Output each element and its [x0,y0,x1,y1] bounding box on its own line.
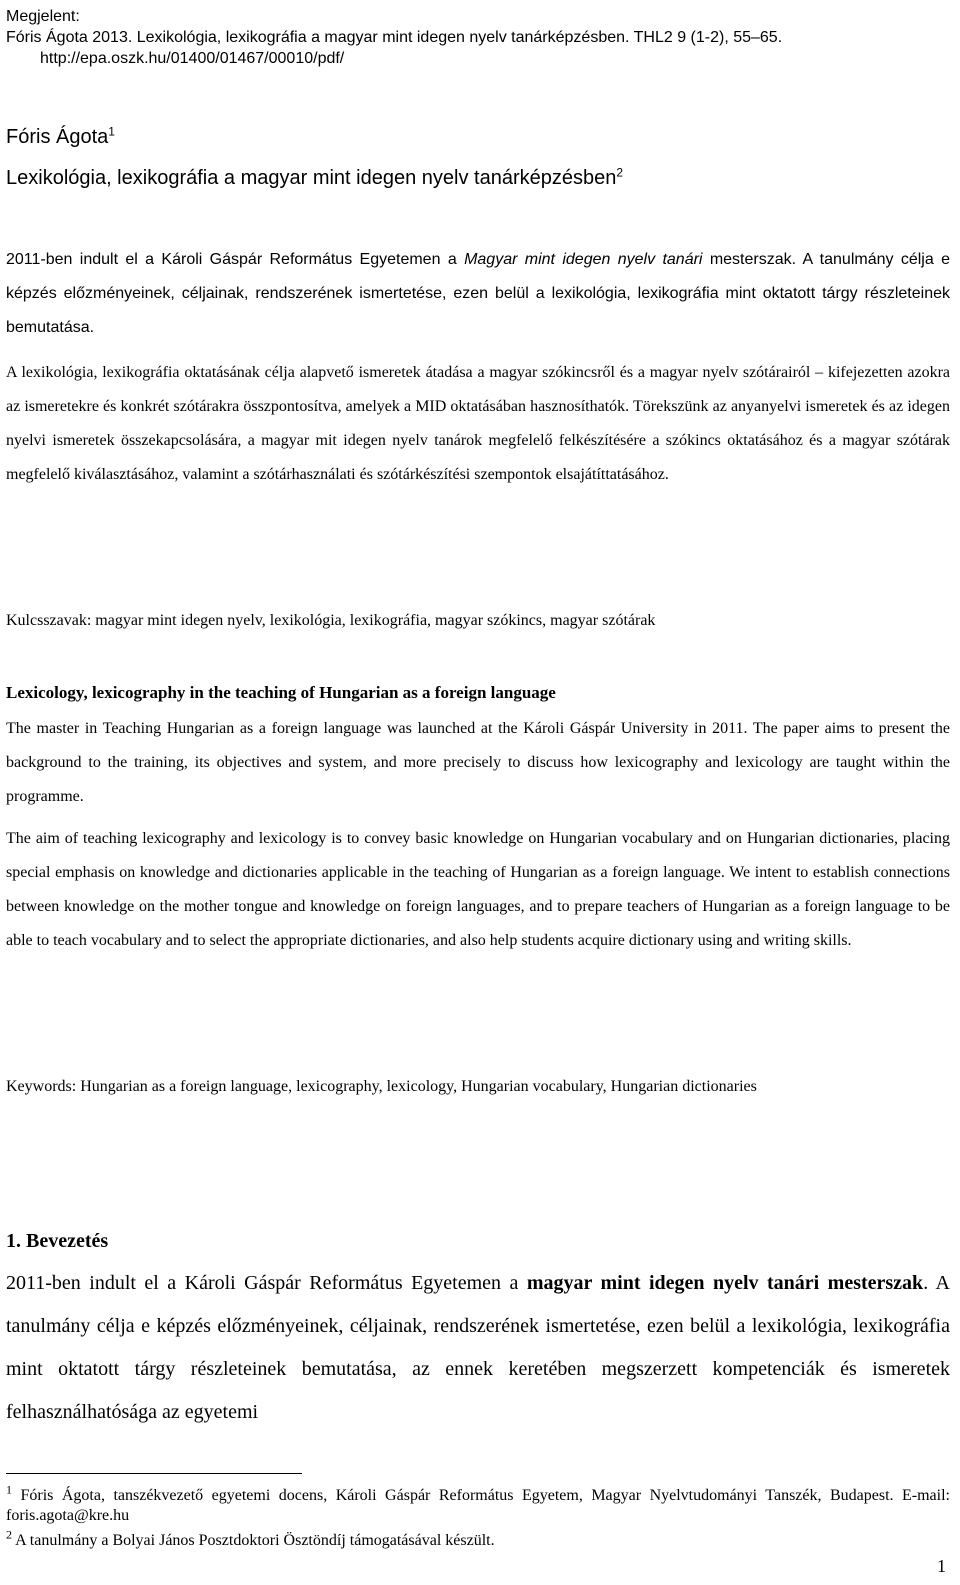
footnote-mark: 1 [6,1482,12,1497]
keywords-en: Keywords: Hungarian as a foreign language, lexicography, lexicology, Hungarian vocabulary, Hungarian dictionaries [6,1078,757,1095]
abstract-hu-paragraph-2: A lexikológia, lexikográfia oktatásának célja alapvető ismeretek átadása a magyar szókincsről és a magyar nyelv szótárairól – kifejezetten azokra az ismeretekre és konkrét szótárakra összpontosítva, amelyek a MID oktatásában hasznosíthatók. Törekszünk az anyanyelvi ismeretek és az idegen nyelvi ismeretek összekapcsolására, a magyar mit idegen nyelv tanárok megfelelő felkészítésére a szókincs oktatásához és a magyar szótárak megfelelő kiválasztásához, valamint a szótárhasználati és szótárkészítési szempontok elsajátíttatásához. [6,364,950,483]
publication-note [6,6,950,69]
publication-label: Megjelent: [6,8,80,25]
publication-url[interactable]: http://epa.oszk.hu/01400/01467/00010/pdf/ [40,50,345,67]
paper-title-en: Lexicology, lexicography in the teaching of Hungarian as a foreign language [6,683,556,702]
footnote-ref-2[interactable]: 2 [616,165,624,180]
paper-title-hu: Lexikológia, lexikográfia a magyar mint idegen nyelv tanárképzésben$^2$ [6,165,624,189]
program-name-italic: Magyar mint idegen nyelv tanári [464,251,703,268]
section-heading: 1. Bevezetés [6,1230,109,1252]
abstract-en-paragraph-2: The aim of teaching lexicography and lexicology is to convey basic knowledge on Hungarian vocabulary and on Hungarian dictionaries, placing special emphasis on knowledge and dictionaries applicable in the teaching of Hungarian as a foreign language. We intent to establish connections between knowledge on the mother tongue and knowledge on foreign languages, and to prepare teachers of Hungarian as a foreign language to be able to teach vocabulary and to select the appropriate dictionaries, and also help students acquire dictionary using and writing skills. [6,830,950,949]
keywords-hu: Kulcsszavak: magyar mint idegen nyelv, lexikológia, lexikográfia, magyar szókincs, magyar szótárak [6,612,656,629]
section-body: 2011-ben indult el a Károli Gáspár Református Egyetemen a magyar mint idegen nyelv tanári mesterszak. A tanulmány célja e képzés előzményeinek, céljainak, rendszerének ismertetése, ezen belül a lexikológia, lexikográfia mint oktatott tárgy részleteinek bemutatása, az ennek keretében megszerzett kompetenciák és ismeretek felhasználhatósága az egyetemi [6,1272,950,1423]
program-name-bold: magyar mint idegen nyelv tanári mesterszak [526,1272,924,1294]
author-name: Fóris Ágota$^1$ [6,124,115,148]
footnote-separator [6,1473,302,1474]
footnote-2: $^2$ A tanulmány a Bolyai János Posztdoktori Ösztöndíj támogatásával készült. [6,1527,495,1549]
footnote-ref-1[interactable]: 1 [108,124,115,139]
page-number: 1 [937,1556,946,1576]
publication-citation: Fóris Ágota 2013. Lexikológia, lexikográfia a magyar mint idegen nyelv tanárképzésben. THL2 9 (1-2), 55–65. [6,29,783,46]
footnote-1: $^1$ Fóris Ágota, tanszékvezető egyetemi docens, Károli Gáspár Református Egyetem, Magyar Nyelvtudományi Tanszék, Budapest. E-mail: foris.agota@kre.hu [6,1482,950,1524]
abstract-hu-paragraph-1: 2011-ben indult el a Károli Gáspár Református Egyetemen a Magyar mint idegen nyelv tanári mesterszak. A tanulmány célja e képzés előzményeinek, céljainak, rendszerének ismertetése, ezen belül a lexikológia, lexikográfia mint oktatott tárgy részleteinek bemutatása. [6,251,951,336]
abstract-en-paragraph-1: The master in Teaching Hungarian as a foreign language was launched at the Károli Gáspár University in 2011. The paper aims to present the background to the training, its objectives and system, and more precisely to discuss how lexicography and lexicology are taught within the programme. [6,720,950,805]
footnote-mark: 2 [6,1527,12,1542]
